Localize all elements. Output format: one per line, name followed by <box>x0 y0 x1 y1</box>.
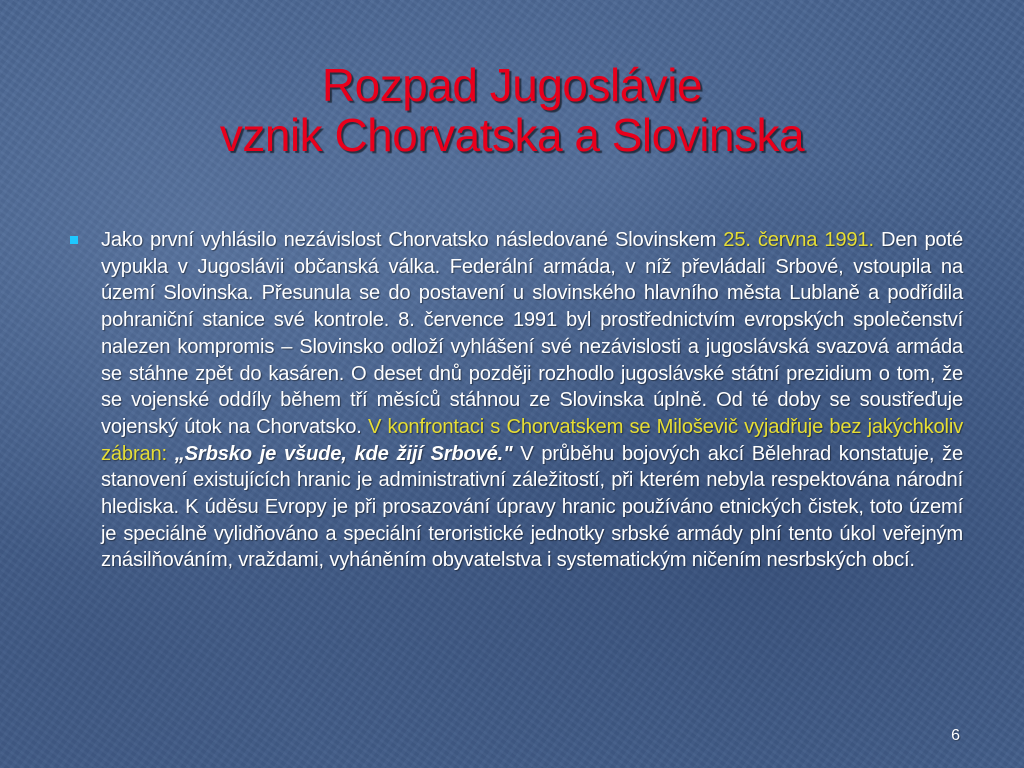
title-line-2: vznik Chorvatska a Slovinska <box>219 109 805 161</box>
date-highlight: 25. června 1991. <box>723 229 874 251</box>
title-line-1: Rozpad Jugoslávie <box>321 59 703 111</box>
page-number: 6 <box>951 727 960 744</box>
slide-title <box>0 60 1024 160</box>
body-paragraph <box>101 227 963 574</box>
paragraph-intro: Jako první vyhlásilo nezávislost Chorvatsko následované Slovinskem <box>101 229 724 251</box>
bullet-square-icon <box>70 236 78 244</box>
milosevic-highlight: V konfrontaci s Chorvatskem se Miloševič vyjadřuje bez jakýchkoliv zábran: <box>101 415 964 465</box>
paragraph-war: Den poté vypukla v Jugoslávii občanská válka. Federální armáda, v níž převládali Srbové, vstoupila na území Slovinska. Přesunula se do postavení u slovinského hlavního města Lublaně a podřídila pohraniční stanice své kontrole. 8. července 1991 byl prostřednictvím evropských společenství nalezen kompromis – Slovinsko odloží vyhlášení své nezávislosti a jugoslávská svazová armáda se stáhne zpět do kasáren. O deset dnů později rozhodlo jugoslávské státní prezidium o tom, že se vojenské oddíly během tří měsíců stáhnou ze Slovinska úplně. Od té doby se soustřeďuje vojenský útok na Chorvatsko. <box>101 229 963 438</box>
milosevic-quote: „Srbsko je všude, kde žijí Srbové." <box>166 442 513 465</box>
paragraph-conclusion: V průběhu bojových akcí Bělehrad konstatuje, že stanovení existujících hranic je administrativní záležitostí, při kterém nebyla respektována národní hlediska. K úděsu Evropy je při prosazování úpravy hranic používáno etnických čistek, toto území je speciálně vylidňováno a speciální teroristické jednotky srbské armády plní tento úkol veřejným znásilňováním, vraždami, vyháněním obyvatelstva i systematickým ničením nesrbských obcí. <box>101 442 963 572</box>
